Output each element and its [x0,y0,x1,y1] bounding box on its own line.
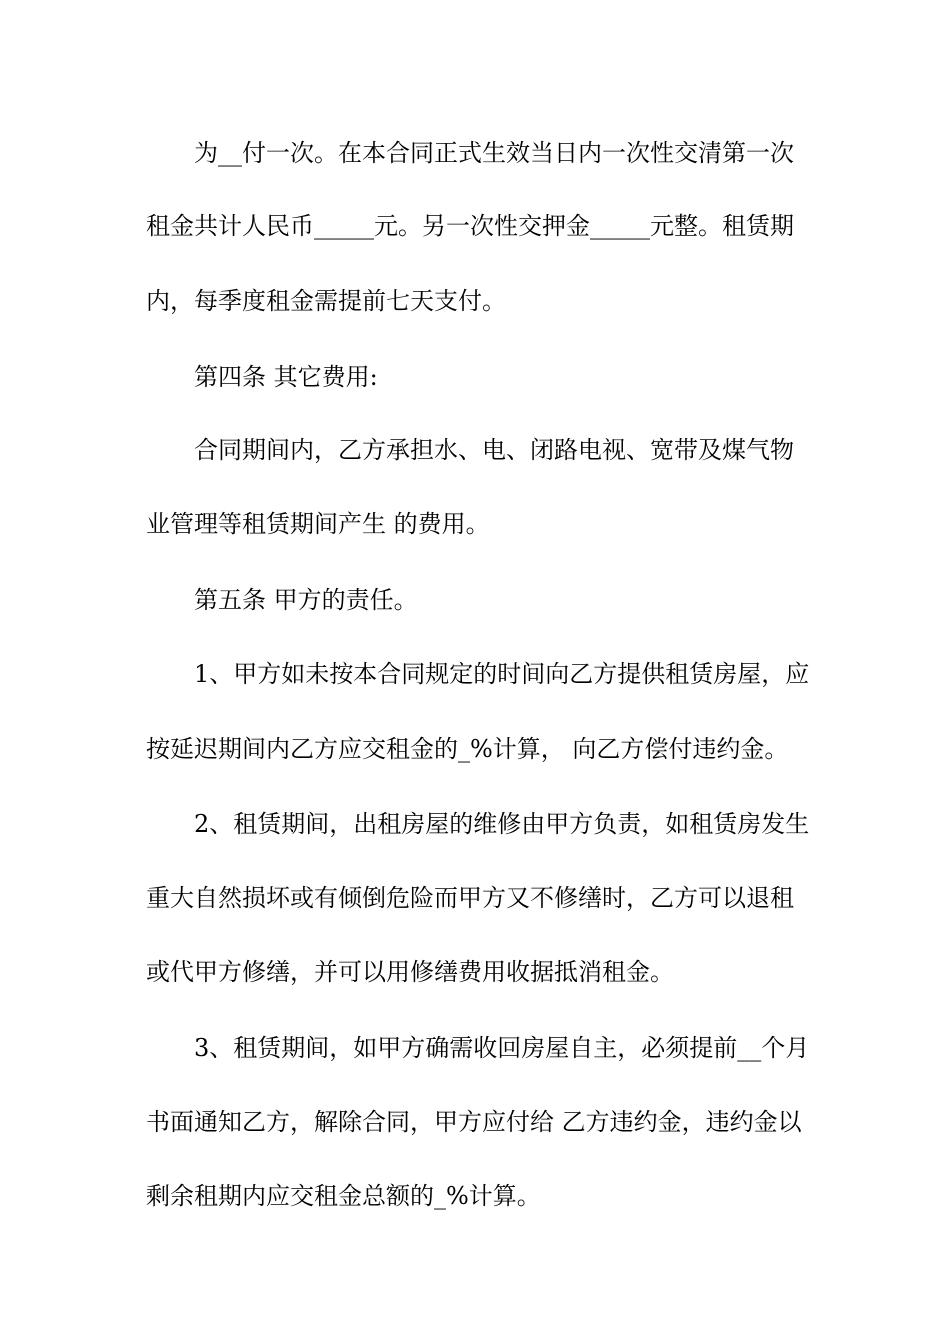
text-line: 业管理等租赁期间产生 的费用。 [146,510,490,538]
text-line: 重大自然损坏或有倾倒危险而甲方又不修缮时，乙方可以退租 [146,884,794,912]
text-line: 内，每季度租金需提前七天支付。 [146,287,506,315]
text-line: 2、租赁期间，出租房屋的维修由甲方负责，如租赁房发生 [194,810,810,838]
text-line: 1、甲方如未按本合同规定的时间向乙方提供租赁房屋，应 [194,660,810,688]
text-line: 租金共计人民币_____元。另一次性交押金_____元整。租赁期 [146,212,794,240]
section-heading: 第五条 甲方的责任。 [194,586,418,614]
text-line: 3、租赁期间，如甲方确需收回房屋自主，必须提前__个月 [194,1034,810,1062]
section-heading: 第四条 其它费用: [194,363,378,391]
text-line: 书面通知乙方，解除合同，甲方应付给 乙方违约金，违约金以 [146,1108,802,1136]
text-line: 合同期间内，乙方承担水、电、闭路电视、宽带及煤气物 [194,436,794,464]
text-line: 或代甲方修缮，并可以用修缮费用收据抵消租金。 [146,958,674,986]
text-line: 为__付一次。在本合同正式生效当日内一次性交清第一次 [194,139,794,167]
text-line: 剩余租期内应交租金总额的_%计算。 [146,1182,541,1210]
text-line: 按延迟期间内乙方应交租金的_%计算， 向乙方偿付违约金。 [146,735,789,763]
